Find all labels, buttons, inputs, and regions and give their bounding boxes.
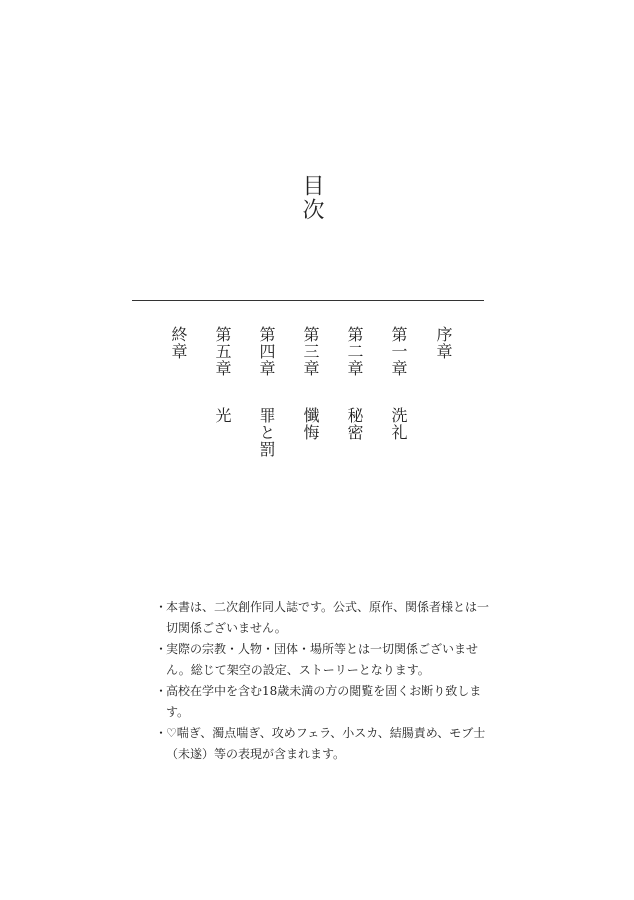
note-text: ♡喘ぎ、濁点喘ぎ、攻めフェラ、小スカ、結腸責め、モブ士（未遂）等の表現が含まれます。	[166, 726, 486, 761]
chapter-number: 第四章	[257, 326, 276, 377]
bullet: ・	[155, 642, 168, 656]
chapter-name: 光	[213, 407, 232, 424]
bullet: ・	[155, 726, 168, 740]
note-text: 実際の宗教・人物・団体・場所等とは一切関係ございません。総じて架空の設定、ストーリーとなります。	[166, 642, 479, 677]
note-text: 本書は、二次創作同人誌です。公式、原作、関係者様とは一切関係ございません。	[166, 600, 490, 635]
toc-entry	[214, 326, 230, 424]
note-item	[155, 639, 495, 681]
bullet: ・	[155, 684, 168, 698]
chapter-number: 第二章	[345, 326, 364, 377]
chapter-number: 第一章	[389, 326, 408, 377]
chapter-number: 第三章	[301, 326, 320, 377]
toc-entry	[258, 326, 274, 458]
toc-entry	[170, 326, 186, 360]
chapter-number: 終章	[169, 326, 188, 360]
chapter-number: 第五章	[213, 326, 232, 377]
page-title: 目次	[299, 174, 324, 222]
note-text: 高校在学中を含む18歳未満の方の閲覧を固くお断り致します。	[166, 684, 482, 719]
table-of-contents	[0, 326, 634, 466]
bullet: ・	[155, 600, 168, 614]
note-item	[155, 597, 495, 639]
chapter-name: 洗礼	[389, 407, 408, 441]
note-item	[155, 723, 495, 765]
toc-entry	[390, 326, 406, 441]
toc-entry	[302, 326, 318, 441]
chapter-name: 懺悔	[301, 407, 320, 441]
chapter-name: 秘密	[345, 407, 364, 441]
toc-entry	[435, 326, 451, 360]
disclaimer-notes	[155, 597, 495, 765]
toc-entry	[346, 326, 362, 441]
chapter-name: 罪と罰	[257, 407, 276, 458]
divider	[132, 300, 484, 301]
note-item	[155, 681, 495, 723]
chapter-number: 序章	[434, 326, 453, 360]
